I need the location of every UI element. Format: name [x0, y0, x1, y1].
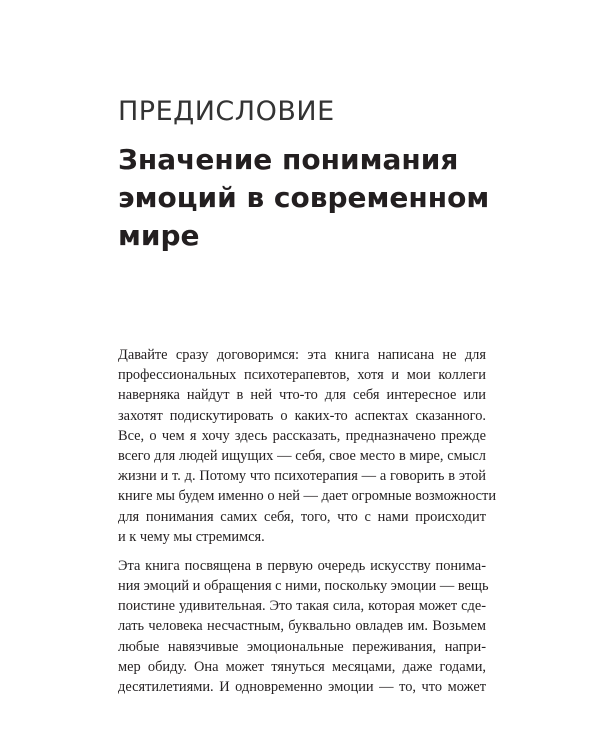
text-line: ния эмоций и обращения с ними, поскольку эмоции — вещь [118, 578, 489, 595]
chapter-title [118, 141, 498, 255]
text-line: жизни и т. д. Потому что психотерапия — а говорить в этой [118, 468, 486, 485]
text-line: Эта книга посвящена в первую очередь искусству понима- [118, 557, 486, 574]
text-line: захотят подискутировать о каких-то аспектах сказанного. [118, 407, 486, 424]
text-line: профессиональных психотерапевтов, хотя и мои коллеги [118, 367, 486, 384]
text-line: Все, о чем я хочу здесь рассказать, предназначено прежде [118, 427, 486, 444]
text-line: всего для людей ищущих — себя, свое место в мире, смысл [118, 447, 486, 464]
text-line: лать человека несчастным, буквально овладев им. Возьмем [118, 618, 486, 635]
text-line: десятилетиями. И одновременно эмоции — то, что может [118, 679, 486, 695]
paragraph-1 [118, 345, 497, 547]
section-label: ПРЕДИСЛОВИЕ [118, 96, 335, 127]
chapter-title-line: мире [118, 219, 200, 252]
text-line: мер обиду. Она может тянуться месяцами, даже годами, [118, 658, 486, 675]
paragraph-2 [118, 556, 489, 697]
text-line: поистине удивительная. Это такая сила, которая может сде- [118, 598, 486, 615]
chapter-title-line: Значение понимания [118, 143, 459, 176]
body-text [118, 345, 497, 697]
text-line: Давайте сразу договоримся: эта книга написана не для [118, 347, 486, 363]
chapter-title-line: эмоций в современном [118, 181, 490, 214]
text-line: наверняка найдут в ней что-то для себя интересное или [118, 387, 486, 404]
text-line: любые навязчивые эмоциональные переживания, напри- [118, 638, 486, 655]
text-line: книге мы будем именно о ней — дает огромные возможности [118, 488, 497, 505]
text-line: для понимания самих себя, того, что с нами происходит [118, 508, 486, 525]
text-line: и к чему мы стремимся. [118, 528, 265, 545]
